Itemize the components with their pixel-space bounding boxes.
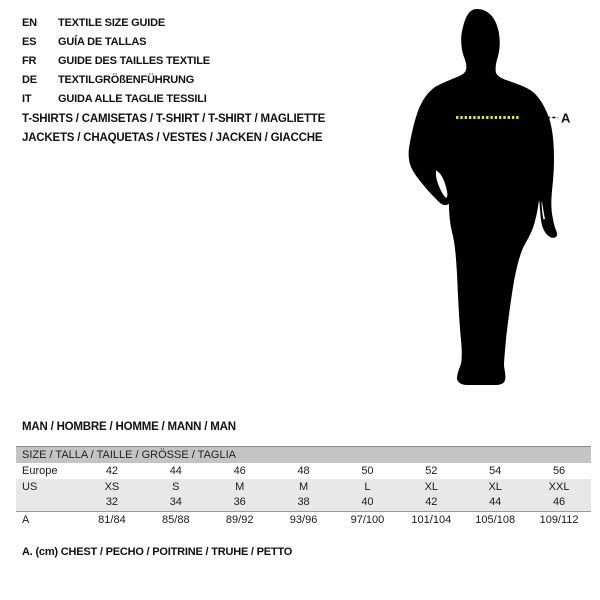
language-label: TEXTILE SIZE GUIDE xyxy=(58,17,166,29)
language-label: GUIDE DES TAILLES TEXTILE xyxy=(58,55,210,67)
section-title: MAN / HOMBRE / HOMME / MANN / MAN xyxy=(22,421,236,433)
table-cell: 85/88 xyxy=(162,514,190,526)
language-code: ES xyxy=(22,36,37,48)
table-cell: L xyxy=(364,481,371,493)
row-label: Europe xyxy=(22,465,58,477)
table-cell: 42 xyxy=(425,496,438,508)
table-cell: XL xyxy=(424,481,439,493)
language-label: TEXTILGRÖßENFÜHRUNG xyxy=(58,74,195,86)
table-cell: 52 xyxy=(425,465,438,477)
size-table xyxy=(16,446,591,529)
language-label: GUÍA DE TALLAS xyxy=(58,36,147,48)
table-cell: 38 xyxy=(297,496,310,508)
size-table-header-label: SIZE / TALLA / TAILLE / GRÖSSE / TAGLIA xyxy=(22,449,236,461)
language-code: EN xyxy=(22,17,37,29)
language-row-fr xyxy=(22,52,210,71)
row-label: US xyxy=(22,481,38,493)
table-cell: M xyxy=(298,481,309,493)
table-cell: 89/92 xyxy=(225,514,254,526)
table-cell: 105/108 xyxy=(475,514,516,526)
language-row-en xyxy=(22,14,210,33)
man-silhouette xyxy=(409,9,558,385)
language-code: DE xyxy=(22,74,37,86)
table-cell: 81/84 xyxy=(98,514,126,526)
table-cell: 46 xyxy=(552,496,566,508)
garment-categories xyxy=(22,110,325,148)
table-row-europe xyxy=(16,463,591,479)
table-cell: 93/96 xyxy=(289,514,318,526)
us-letter-sizes xyxy=(16,480,591,495)
table-cell: 46 xyxy=(233,465,246,477)
table-cell: M xyxy=(235,481,245,493)
collar-highlight xyxy=(451,61,463,73)
table-cell: 34 xyxy=(169,496,182,508)
table-cell: 36 xyxy=(233,496,246,508)
row-label: A xyxy=(22,514,30,526)
table-cell: 42 xyxy=(105,465,119,477)
language-code: IT xyxy=(22,93,32,105)
table-row-a xyxy=(16,512,591,529)
language-list xyxy=(22,14,210,109)
table-cell: 56 xyxy=(552,465,566,477)
table-cell: 101/104 xyxy=(411,514,452,526)
language-row-es xyxy=(22,33,210,52)
size-table-header xyxy=(16,446,591,463)
table-cell: 48 xyxy=(297,465,310,477)
table-row-us xyxy=(16,479,591,512)
table-cell: 40 xyxy=(361,496,374,508)
table-cell: 44 xyxy=(489,496,502,508)
table-cell: 109/112 xyxy=(539,514,579,526)
language-row-de xyxy=(22,71,210,90)
man-silhouette-figure xyxy=(395,0,600,400)
table-cell: XL xyxy=(488,481,502,493)
table-cell: 50 xyxy=(361,465,374,477)
category-jackets: JACKETS / CHAQUETAS / VESTES / JACKEN / GIACCHE xyxy=(22,132,323,144)
language-row-it xyxy=(22,90,210,109)
table-cell: 32 xyxy=(105,496,119,508)
table-cell: 97/100 xyxy=(350,514,385,526)
table-cell: 44 xyxy=(169,465,182,477)
table-cell: 54 xyxy=(489,465,502,477)
table-cell: S xyxy=(172,481,180,493)
language-code: FR xyxy=(22,55,37,67)
measure-label-a: A xyxy=(561,110,571,126)
table-cell: XXL xyxy=(548,481,570,493)
table-cell: XS xyxy=(104,481,120,493)
category-tshirts: T-SHIRTS / CAMISETAS / T-SHIRT / T-SHIRT / MAGLIETTE xyxy=(22,113,326,125)
measurement-footnote: A. (cm) CHEST / PECHO / POITRINE / TRUHE / PETTO xyxy=(22,546,293,558)
us-number-sizes xyxy=(16,495,591,510)
language-label: GUIDA ALLE TAGLIE TESSILI xyxy=(58,93,207,105)
